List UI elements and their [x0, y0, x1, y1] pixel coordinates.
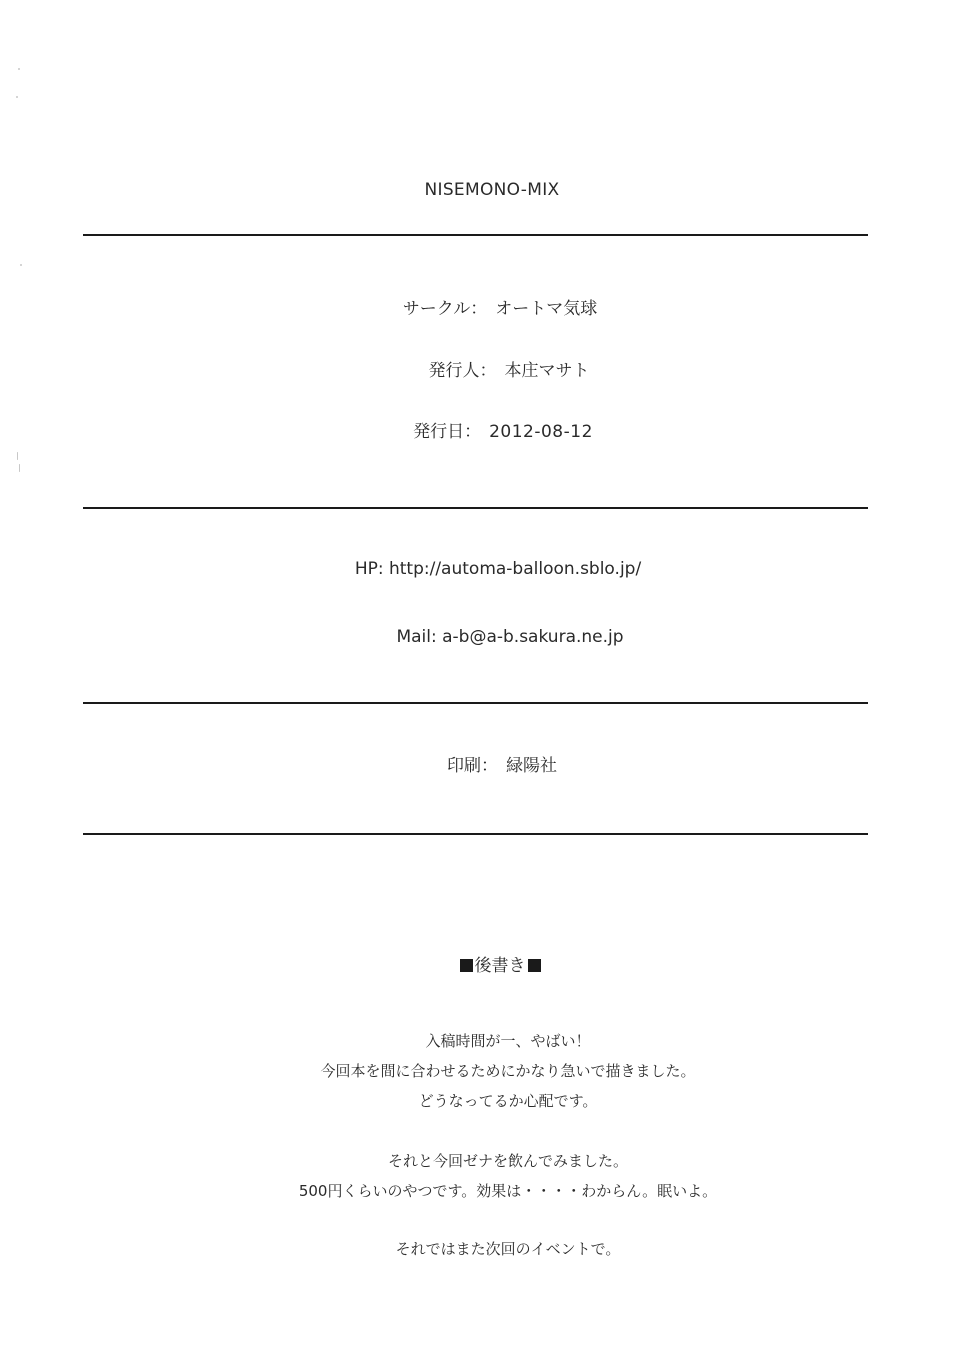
afterword-heading-text: 後書き — [474, 956, 526, 976]
afterword-line-5: 500円くらいのやつです。効果は・・・・わからん。眠いよ。 — [298, 1182, 718, 1200]
divider-2 — [83, 507, 868, 509]
printer-label: 印刷： — [447, 756, 498, 776]
book-title: NISEMONO-MIX — [424, 180, 560, 200]
square-bullet-icon — [460, 959, 473, 972]
afterword-line-3: どうなってるか心配です。 — [418, 1092, 598, 1110]
afterword-line-2: 今回本を間に合わせるためにかなり急いで描きました。 — [320, 1062, 696, 1080]
afterword-heading — [0, 951, 960, 976]
date-value: 2012-08-12 — [489, 422, 593, 442]
afterword-line-1: 入稿時間が一、やばい！ — [425, 1032, 591, 1050]
publisher-value: 本庄マサト — [504, 361, 590, 381]
hp-row — [0, 559, 960, 579]
circle-row — [0, 294, 960, 319]
printer-row — [0, 751, 960, 776]
date-row — [0, 417, 960, 442]
divider-1 — [83, 234, 868, 236]
publisher-label: 発行人： — [428, 361, 497, 381]
afterword-line-6: それではまた次回のイベントで。 — [395, 1240, 621, 1258]
divider-3 — [83, 702, 868, 704]
mail-link[interactable]: Mail: a-b@a-b.sakura.ne.jp — [396, 627, 624, 647]
printer-value: 緑陽社 — [506, 756, 557, 776]
square-bullet-icon — [528, 959, 541, 972]
circle-value: オートマ気球 — [495, 299, 598, 319]
hp-link[interactable]: HP: http://automa-balloon.sblo.jp/ — [354, 559, 642, 579]
divider-4 — [83, 833, 868, 835]
mail-row — [0, 627, 960, 647]
afterword-line-4: それと今回ゼナを飲んでみました。 — [387, 1152, 628, 1170]
circle-label: サークル： — [402, 299, 488, 319]
date-label: 発行日： — [413, 422, 482, 442]
publisher-row — [0, 356, 960, 381]
